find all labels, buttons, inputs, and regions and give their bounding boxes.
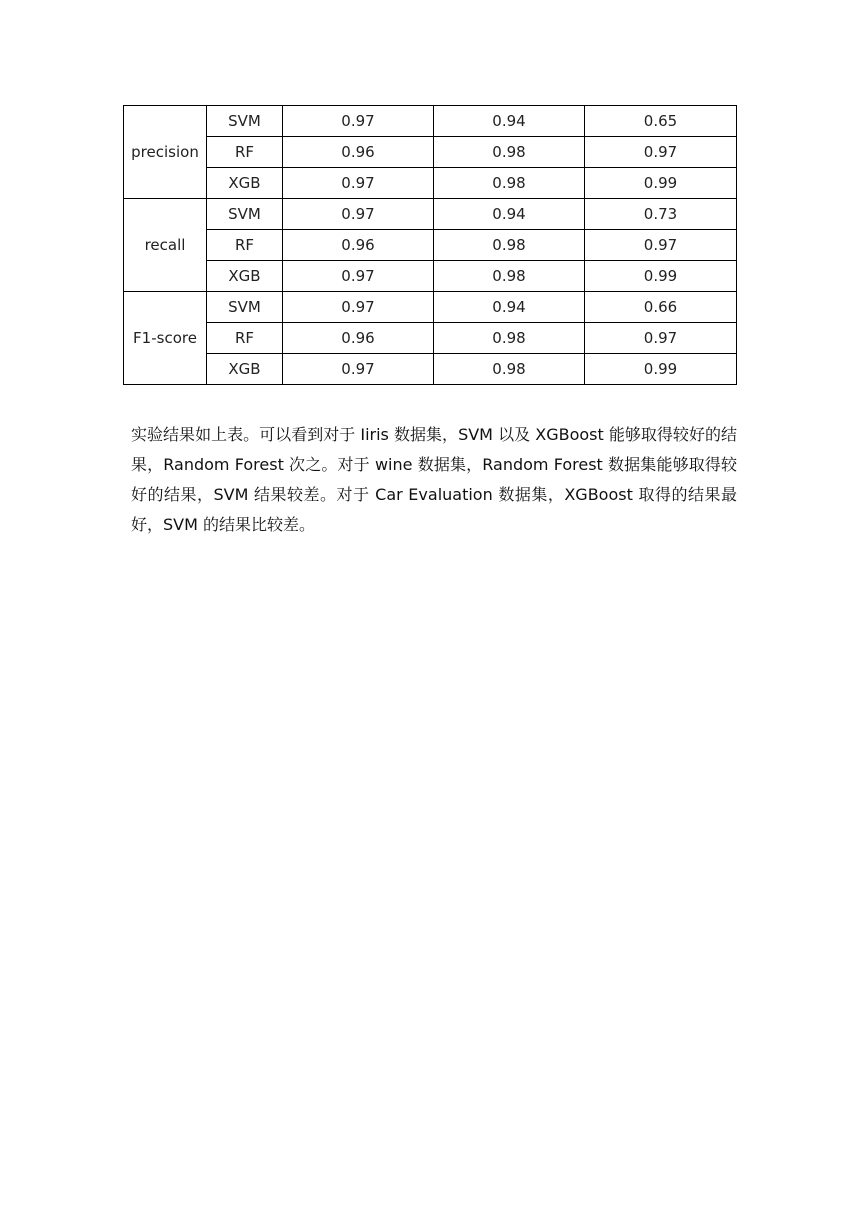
value-cell: 0.94 [434, 199, 585, 230]
table-row [124, 354, 737, 385]
value-cell: 0.97 [283, 168, 434, 199]
table-row [124, 323, 737, 354]
model-label: XGB [207, 168, 283, 199]
model-label: RF [207, 230, 283, 261]
table-row [124, 168, 737, 199]
model-label: SVM [207, 199, 283, 230]
table-row [124, 261, 737, 292]
value-cell: 0.98 [434, 323, 585, 354]
value-cell: 0.96 [283, 137, 434, 168]
value-cell: 0.97 [283, 199, 434, 230]
model-label: RF [207, 323, 283, 354]
metric-label: recall [124, 199, 207, 292]
value-cell: 0.99 [585, 354, 737, 385]
value-cell: 0.94 [434, 292, 585, 323]
value-cell: 0.99 [585, 261, 737, 292]
value-cell: 0.98 [434, 261, 585, 292]
table-row [124, 230, 737, 261]
model-label: XGB [207, 261, 283, 292]
metric-label: precision [124, 106, 207, 199]
value-cell: 0.65 [585, 106, 737, 137]
table-row [124, 137, 737, 168]
value-cell: 0.96 [283, 230, 434, 261]
value-cell: 0.97 [585, 137, 737, 168]
value-cell: 0.98 [434, 168, 585, 199]
value-cell: 0.66 [585, 292, 737, 323]
results-table [123, 105, 737, 385]
value-cell: 0.97 [283, 292, 434, 323]
model-label: XGB [207, 354, 283, 385]
results-paragraph: 实验结果如上表。可以看到对于 Iiris 数据集，SVM 以及 XGBoost 能够取得较好的结果，Random Forest 次之。对于 wine 数据集，Random Forest 数据集能够取得较好的结果，SVM 结果较差。对于 Car Evaluation 数据集，XGBoost 取得的结果最好，SVM 的结果比较差。 [131, 425, 737, 534]
results-table-body [124, 106, 737, 385]
model-label: SVM [207, 106, 283, 137]
model-label: RF [207, 137, 283, 168]
table-row [124, 199, 737, 230]
value-cell: 0.94 [434, 106, 585, 137]
value-cell: 0.97 [283, 106, 434, 137]
table-row [124, 292, 737, 323]
metric-label: F1-score [124, 292, 207, 385]
value-cell: 0.97 [585, 230, 737, 261]
value-cell: 0.98 [434, 354, 585, 385]
value-cell: 0.98 [434, 137, 585, 168]
value-cell: 0.96 [283, 323, 434, 354]
table-row [124, 106, 737, 137]
value-cell: 0.73 [585, 199, 737, 230]
value-cell: 0.97 [283, 354, 434, 385]
value-cell: 0.99 [585, 168, 737, 199]
model-label: SVM [207, 292, 283, 323]
value-cell: 0.98 [434, 230, 585, 261]
value-cell: 0.97 [585, 323, 737, 354]
value-cell: 0.97 [283, 261, 434, 292]
